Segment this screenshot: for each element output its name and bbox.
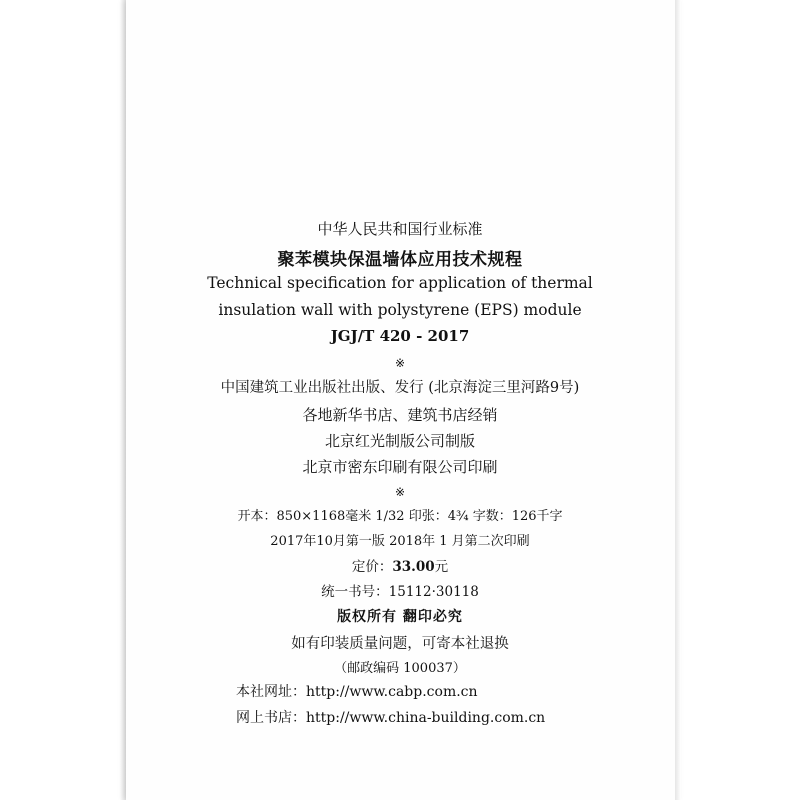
title-chinese: 聚苯模块保温墙体应用技术规程 <box>277 250 523 270</box>
printer-line: 北京市密东印刷有限公司印刷 <box>302 458 498 476</box>
distributor-line: 各地新华书店、建筑书店经销 <box>302 406 498 424</box>
price-value: 33.00 <box>392 559 435 575</box>
price-unit: 元 <box>434 559 449 575</box>
bookstore-label: 网上书店： <box>236 710 306 726</box>
title-english-line-2: insulation wall with polystyrene (EPS) module <box>218 301 582 319</box>
plate-maker-line: 北京红光制版公司制版 <box>324 432 476 450</box>
editions-line: 2017年10月第一版 2018年 1 月第二次印刷 <box>270 534 530 549</box>
unified-book-number: 统一书号：15112·30118 <box>321 584 479 600</box>
price-label: 定价： <box>351 559 393 575</box>
price-line <box>352 555 448 575</box>
page-edge-right <box>675 0 681 800</box>
website-row <box>236 681 478 701</box>
standard-class: 中华人民共和国行业标准 <box>317 220 483 238</box>
standard-code: JGJ/T 420 - 2017 <box>330 327 470 345</box>
bookstore-row <box>236 707 545 727</box>
separator-mark-bottom: ※ <box>394 485 406 499</box>
format-specs-line: 开本：850×1168毫米 1/32 印张：4¾ 字数：126千字 <box>237 509 563 524</box>
website-url: http://www.cabp.com.cn <box>306 684 478 700</box>
copyright-line: 版权所有 翻印必究 <box>337 609 463 625</box>
return-note: 如有印装质量问题，可寄本社退换 <box>291 636 509 652</box>
bookstore-url: http://www.china-building.com.cn <box>306 710 546 726</box>
title-english-line-1: Technical specification for application of thermal <box>207 274 593 292</box>
postcode-line: （邮政编码 100037） <box>334 661 466 676</box>
document-page <box>126 0 675 800</box>
website-label: 本社网址： <box>236 684 306 700</box>
publisher-line: 中国建筑工业出版社出版、发行 (北京海淀三里河路9号) <box>220 380 580 396</box>
separator-mark-top: ※ <box>394 356 406 370</box>
